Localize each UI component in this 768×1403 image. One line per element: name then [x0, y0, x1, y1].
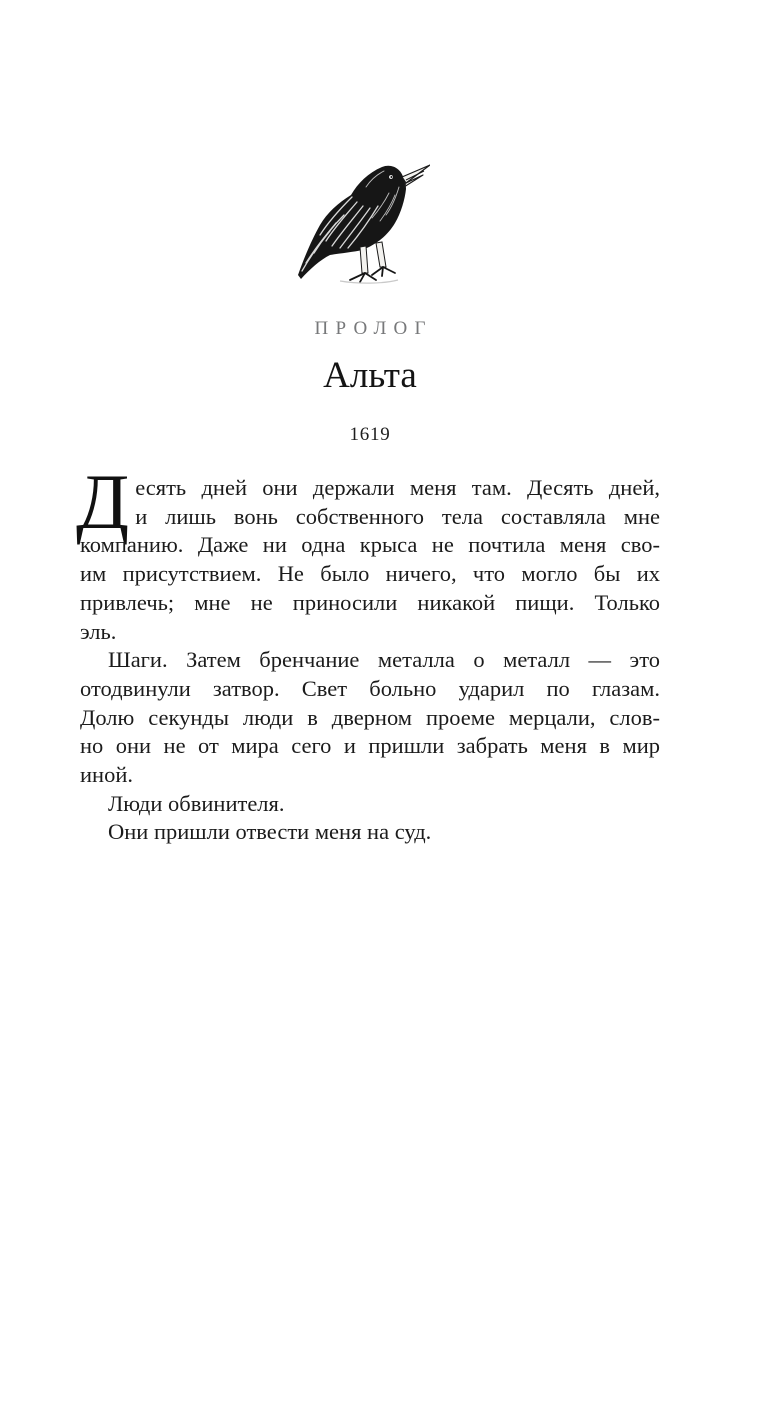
text-line: иной.: [80, 762, 133, 788]
drop-cap: Д: [76, 458, 130, 545]
text-line: и лишь вонь собственного тела составляла мне: [135, 503, 660, 529]
book-page: [0, 163, 768, 1403]
text-line: но они не от мира сего и пришли забрать меня в мир: [80, 733, 660, 759]
text-line: привлечь; мне не приносили никакой пищи. Только: [80, 589, 660, 615]
page-content: [76, 163, 660, 847]
text-line: Люди обвинителя.: [108, 790, 285, 816]
chapter-illustration: [80, 163, 660, 287]
text-line: Долю секунды люди в дверном проеме мерцали, слов-: [80, 704, 660, 730]
section-label: ПРОЛОГ: [314, 318, 433, 339]
text-line: отодвинули затвор. Свет больно ударил по глазам.: [80, 675, 660, 701]
crow-icon: [296, 163, 430, 285]
body-text: [76, 458, 660, 847]
chapter-year: 1619: [349, 424, 391, 445]
text-line: Шаги. Затем бренчание металла о металл — это: [108, 647, 660, 673]
text-line: есять дней они держали меня там. Десять дней,: [135, 475, 660, 500]
text-line: Они пришли отвести меня на суд.: [108, 819, 432, 845]
text-line: компанию. Даже ни одна крыса не почтила меня сво-: [80, 532, 660, 558]
text-line: им присутствием. Не было ничего, что могло бы их: [80, 561, 660, 587]
text-line: эль.: [80, 618, 117, 644]
chapter-title: Альта: [323, 355, 417, 396]
